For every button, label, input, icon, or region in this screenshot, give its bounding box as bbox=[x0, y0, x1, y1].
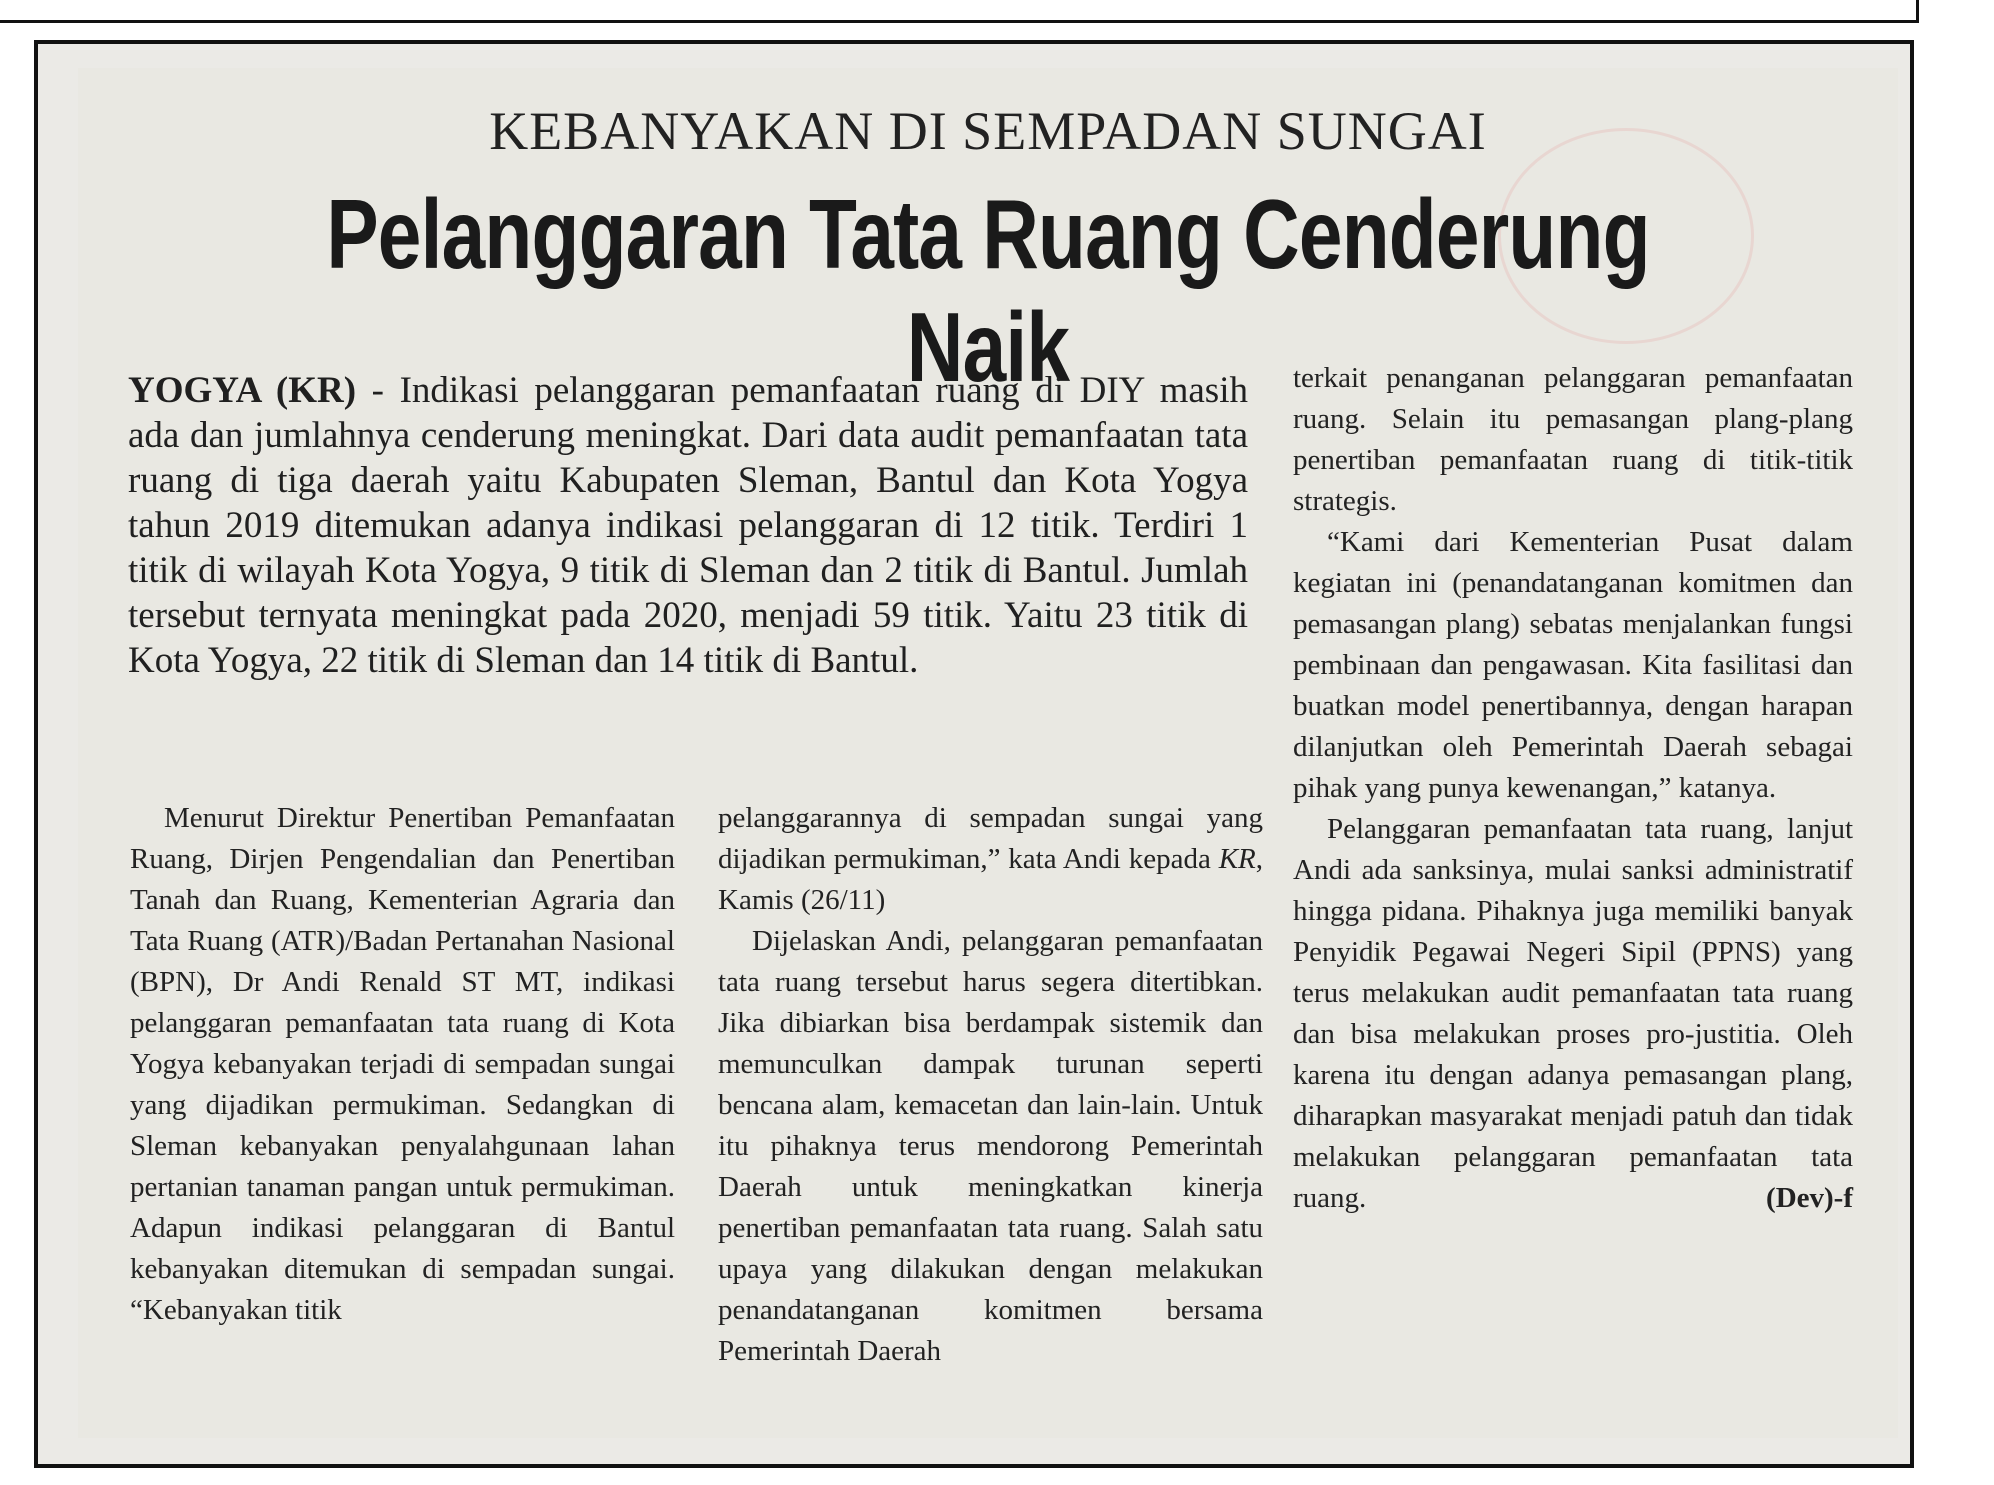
column-2-paragraph-2: Dijelaskan Andi, pelanggaran pemanfaatan tata ruang tersebut harus segera ditertibkan. Jika dibiarkan bisa berdampak sistemik dan memunculkan dampak turunan seperti bencana alam, kemacetan dan lain-lain. Untuk itu pihaknya terus mendorong Pemerintah Daerah untuk meningkatkan kinerja penertiban pemanfaatan tata ruang. Salah satu upaya yang dilakukan dengan melakukan penandatanganan komitmen bersama Pemerintah Daerah bbox=[718, 925, 1263, 1367]
publication-abbrev: KR bbox=[1218, 843, 1256, 875]
author-signature: (Dev)-f bbox=[1766, 1182, 1853, 1214]
closing-text: Pelanggaran pemanfaatan tata ruang, lanjut Andi ada sanksinya, mulai sanksi administratif hingga pidana. Pihaknya juga memiliki banyak Penyidik Pegawai Negeri Sipil (PPNS) yang terus melakukan audit pemanfaatan tata ruang dan bisa melakukan proses pro-justitia. Oleh karena itu dengan adanya pemasangan plang, diharapkan masyarakat menjadi patuh dan tidak melakukan pelanggaran pemanfaatan tata ruang. bbox=[1293, 813, 1853, 1214]
page-frame-top bbox=[0, 0, 1919, 23]
article-lead bbox=[128, 368, 1248, 683]
column-3-paragraph-3 bbox=[1293, 809, 1853, 1219]
column-2 bbox=[718, 798, 1263, 1372]
column-1-paragraph: Menurut Direktur Penertiban Pemanfaatan Ruang, Dirjen Pengendalian dan Penertiban Tanah dan Ruang, Kementerian Agraria dan Tata Ruang (ATR)/Badan Pertanahan Nasional (BPN), Dr Andi Renald ST MT, indikasi pelanggaran pemanfaatan tata ruang di Kota Yogya kebanyakan terjadi di sempadan sungai yang dijadikan permukiman. Sedangkan di Sleman kebanyakan penyalahgunaan lahan pertanian tanaman pangan untuk permukiman. Adapun indikasi pelanggaran di Bantul kebanyakan ditemukan di sempadan sungai. “Kebanyakan titik bbox=[130, 802, 675, 1326]
quote-date: , Kamis (26/11) bbox=[718, 843, 1263, 916]
lead-body: - Indikasi pelanggaran pemanfaatan ruang di DIY masih ada dan jumlahnya cenderung meningkat. Dari data audit pemanfaatan tata ruang di tiga daerah yaitu Kabupaten Sleman, Bantul dan Kota Yogya tahun 2019 ditemukan adanya indikasi pelanggaran di 12 titik. Terdiri 1 titik di wilayah Kota Yogya, 9 titik di Sleman dan 2 titik di Bantul. Jumlah tersebut ternyata meningkat pada 2020, menjadi 59 titik. Yaitu 23 titik di Kota Yogya, 22 titik di Sleman dan 14 titik di Bantul. bbox=[128, 370, 1248, 681]
column-3-paragraph-1: terkait penanganan pelanggaran pemanfaatan ruang. Selain itu pemasangan plang-plang penertiban pemanfaatan ruang di titik-titik strategis. bbox=[1293, 362, 1853, 517]
article-headline: Pelanggaran Tata Ruang Cenderung Naik bbox=[326, 179, 1650, 402]
column-3 bbox=[1293, 358, 1853, 1219]
column-1 bbox=[130, 798, 675, 1331]
article-kicker: KEBANYAKAN DI SEMPADAN SUNGAI bbox=[489, 101, 1487, 161]
dateline: YOGYA (KR) bbox=[128, 370, 357, 411]
column-3-paragraph-2: “Kami dari Kementerian Pusat dalam kegiatan ini (penandatanganan komitmen dan pemasangan plang) sebatas menjalankan fungsi pembinaan dan pengawasan. Kita fasilitasi dan buatkan model penertibannya, dengan harapan dilanjutkan oleh Pemerintah Daerah sebagai pihak yang punya kewenangan,” katanya. bbox=[1293, 526, 1853, 804]
column-2-paragraph-1 bbox=[718, 798, 1263, 921]
newspaper-clipping bbox=[78, 68, 1898, 1438]
quote-end-text: pelanggarannya di sempadan sungai yang dijadikan permukiman,” kata Andi kepada bbox=[718, 802, 1263, 875]
